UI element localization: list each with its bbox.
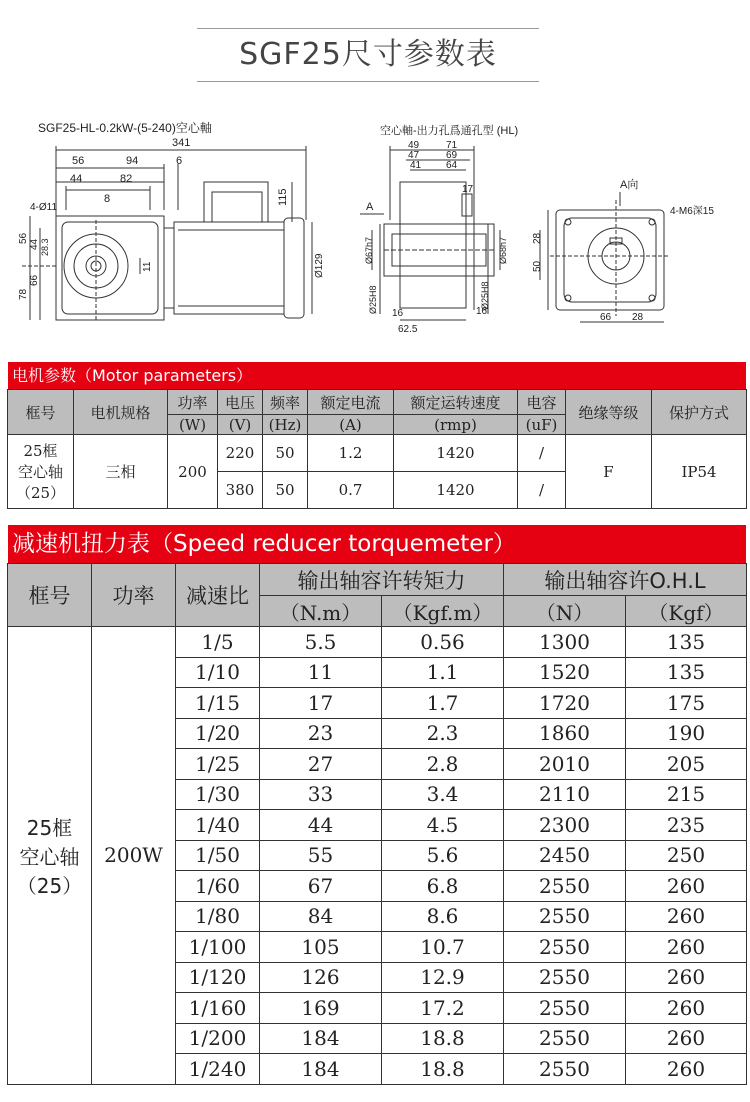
dim-d25h8-left: Ø25H8	[368, 285, 378, 314]
dim-8: 8	[104, 193, 111, 205]
motor-protection: IP54	[652, 435, 747, 509]
reducer-header-torque: 输出轴容许转矩力	[260, 564, 504, 596]
motor-unit-rmp: (rmp)	[394, 415, 518, 435]
dim-56-left: 56	[18, 232, 29, 244]
motor-section-title: 电机参数（Motor parameters）	[8, 362, 746, 389]
torque-kgfm: 6.8	[382, 871, 504, 902]
torque-kgfm: 17.2	[382, 993, 504, 1024]
dim-17: 17	[462, 184, 474, 195]
dim-50: 50	[532, 260, 543, 272]
reduction-ratio: 1/60	[176, 871, 260, 902]
motor-power: 200	[168, 435, 218, 509]
torque-nm: 33	[260, 779, 382, 810]
ohl-n: 2550	[504, 901, 626, 932]
reduction-ratio: 1/100	[176, 932, 260, 963]
dim-16-right: 16	[476, 306, 488, 317]
reducer-header-ohl: 输出轴容许O.H.L	[504, 564, 747, 596]
dim-94: 94	[126, 155, 139, 167]
reduction-ratio: 1/25	[176, 749, 260, 780]
ohl-n: 1720	[504, 688, 626, 719]
reducer-frame-cell	[8, 627, 92, 1085]
reduction-ratio: 1/10	[176, 657, 260, 688]
motor-speed: 1420	[394, 435, 518, 472]
motor-header-power: 功率	[168, 390, 218, 415]
torque-kgfm: 2.8	[382, 749, 504, 780]
dim-66: 66	[29, 274, 40, 286]
reducer-unit-n: （N）	[504, 596, 626, 627]
motor-header-protection: 保护方式	[652, 390, 747, 435]
motor-frame-cell	[8, 435, 74, 509]
motor-side-view	[22, 146, 312, 322]
dim-56-top: 56	[72, 155, 85, 167]
dim-d25h8-right: Ø25H8	[480, 281, 490, 310]
title-box	[197, 28, 539, 82]
ohl-n: 1860	[504, 718, 626, 749]
reducer-header-ratio: 减速比	[176, 564, 260, 627]
reducer-header-power: 功率	[92, 564, 176, 627]
motor-frame-line3: （25）	[15, 484, 66, 502]
label-A: A	[366, 201, 374, 213]
torque-kgfm: 10.7	[382, 932, 504, 963]
reducer-frame-line1: 25框	[26, 815, 73, 840]
torque-nm: 11	[260, 657, 382, 688]
ohl-kgf: 175	[626, 688, 747, 719]
motor-unit-v: (V)	[218, 415, 263, 435]
ohl-n: 2550	[504, 962, 626, 993]
ohl-kgf: 260	[626, 901, 747, 932]
ohl-n: 1520	[504, 657, 626, 688]
dim-341: 341	[172, 137, 191, 149]
dim-d129: Ø129	[314, 253, 325, 278]
torque-nm: 84	[260, 901, 382, 932]
right-drawing-title: A向	[620, 179, 639, 191]
motor-unit-a: (A)	[308, 415, 394, 435]
reduction-ratio: 1/200	[176, 1023, 260, 1054]
dim-64: 64	[446, 160, 458, 171]
motor-header-insulation: 绝缘等级	[566, 390, 652, 435]
reducer-unit-kgfm: （Kgf.m）	[382, 596, 504, 627]
dim-115: 115	[277, 188, 289, 206]
torque-kgfm: 18.8	[382, 1054, 504, 1085]
ohl-n: 2550	[504, 993, 626, 1024]
reducer-power: 200W	[92, 627, 176, 1085]
dim-47: 47	[408, 150, 420, 161]
ohl-kgf: 260	[626, 1023, 747, 1054]
motor-insulation: F	[566, 435, 652, 509]
motor-header-spec: 电机规格	[74, 390, 168, 435]
motor-current: 0.7	[308, 472, 394, 509]
ohl-kgf: 260	[626, 993, 747, 1024]
dim-44-left: 44	[29, 238, 40, 250]
ohl-kgf: 205	[626, 749, 747, 780]
torque-nm: 44	[260, 810, 382, 841]
motor-frequency: 50	[263, 435, 308, 472]
torque-kgfm: 1.1	[382, 657, 504, 688]
ohl-kgf: 190	[626, 718, 747, 749]
torque-kgfm: 1.7	[382, 688, 504, 719]
reduction-ratio: 1/5	[176, 627, 260, 658]
torque-kgfm: 8.6	[382, 901, 504, 932]
dim-28-right: 28	[532, 232, 543, 244]
torque-kgfm: 2.3	[382, 718, 504, 749]
dim-28-bottom: 28	[632, 312, 644, 323]
reducer-table-body	[8, 627, 747, 1085]
dim-28-3: 28.3	[40, 238, 50, 256]
dim-4-d11: 4-Ø11	[30, 202, 58, 213]
torque-kgfm: 0.56	[382, 627, 504, 658]
dim-71: 71	[446, 140, 458, 151]
motor-unit-w: (W)	[168, 415, 218, 435]
motor-frame-line1: 25框	[23, 442, 58, 460]
dim-4-m6: 4-M6深15	[670, 206, 714, 217]
motor-voltage: 380	[218, 472, 263, 509]
dim-16-left: 16	[392, 308, 404, 319]
dim-82: 82	[120, 173, 133, 185]
reduction-ratio: 1/15	[176, 688, 260, 719]
flange-view-a	[540, 192, 670, 322]
torque-kgfm: 5.6	[382, 840, 504, 871]
motor-header-frequency: 频率	[263, 390, 308, 415]
ohl-n: 2550	[504, 1054, 626, 1085]
torque-nm: 17	[260, 688, 382, 719]
dim-44-top: 44	[70, 173, 83, 185]
ohl-n: 1300	[504, 627, 626, 658]
torque-nm: 27	[260, 749, 382, 780]
dim-11: 11	[142, 261, 153, 272]
torque-nm: 105	[260, 932, 382, 963]
motor-spec: 三相	[74, 435, 168, 509]
dim-6: 6	[176, 155, 183, 167]
ohl-kgf: 235	[626, 810, 747, 841]
motor-header-frame: 框号	[8, 390, 74, 435]
motor-header-voltage: 电压	[218, 390, 263, 415]
ohl-n: 2300	[504, 810, 626, 841]
reduction-ratio: 1/20	[176, 718, 260, 749]
torque-nm: 67	[260, 871, 382, 902]
torque-nm: 126	[260, 962, 382, 993]
motor-capacitor: /	[518, 472, 566, 509]
torque-kgfm: 12.9	[382, 962, 504, 993]
ohl-n: 2110	[504, 779, 626, 810]
dimension-drawing	[0, 110, 750, 350]
dim-49: 49	[408, 140, 420, 151]
reducer-frame-line3: （25）	[16, 873, 83, 898]
dim-62-5: 62.5	[398, 324, 418, 335]
reducer-unit-kgf: （Kgf）	[626, 596, 747, 627]
reduction-ratio: 1/80	[176, 901, 260, 932]
torque-nm: 184	[260, 1054, 382, 1085]
dim-d68h7: Ø68h7	[498, 236, 508, 264]
torque-kgfm: 3.4	[382, 779, 504, 810]
ohl-n: 2550	[504, 1023, 626, 1054]
motor-voltage: 220	[218, 435, 263, 472]
ohl-n: 2010	[504, 749, 626, 780]
motor-capacitor: /	[518, 435, 566, 472]
motor-header-capacitor: 电容	[518, 390, 566, 415]
torque-nm: 169	[260, 993, 382, 1024]
reduction-ratio: 1/160	[176, 993, 260, 1024]
table-row	[8, 627, 747, 658]
ohl-kgf: 135	[626, 657, 747, 688]
motor-current: 1.2	[308, 435, 394, 472]
motor-frequency: 50	[263, 472, 308, 509]
reducer-header-frame: 框号	[8, 564, 92, 627]
left-drawing-title: SGF25-HL-0.2kW-(5-240)空心軸	[38, 121, 212, 135]
ohl-n: 2550	[504, 871, 626, 902]
torque-kgfm: 4.5	[382, 810, 504, 841]
dim-78: 78	[18, 288, 29, 300]
reduction-ratio: 1/30	[176, 779, 260, 810]
hollow-shaft-section	[360, 146, 500, 320]
reducer-torque-table	[7, 563, 747, 1085]
dim-d67h7: Ø67h7	[364, 236, 374, 264]
reduction-ratio: 1/40	[176, 810, 260, 841]
reducer-section-title: 减速机扭力表（Speed reducer torquemeter）	[8, 525, 746, 563]
motor-parameters-table	[7, 389, 747, 509]
motor-unit-uf: (uF)	[518, 415, 566, 435]
motor-header-speed: 额定运转速度	[394, 390, 518, 415]
motor-unit-hz: (Hz)	[263, 415, 308, 435]
dim-69: 69	[446, 150, 458, 161]
reducer-frame-line2: 空心轴	[19, 844, 80, 869]
ohl-kgf: 260	[626, 932, 747, 963]
ohl-kgf: 215	[626, 779, 747, 810]
torque-nm: 23	[260, 718, 382, 749]
reduction-ratio: 1/240	[176, 1054, 260, 1085]
ohl-kgf: 260	[626, 871, 747, 902]
page-title: SGF25尺寸参数表	[239, 37, 497, 72]
motor-frame-line2: 空心轴	[17, 463, 63, 481]
torque-nm: 5.5	[260, 627, 382, 658]
ohl-n: 2550	[504, 932, 626, 963]
ohl-kgf: 260	[626, 1054, 747, 1085]
torque-nm: 184	[260, 1023, 382, 1054]
torque-nm: 55	[260, 840, 382, 871]
reduction-ratio: 1/50	[176, 840, 260, 871]
dim-41: 41	[410, 160, 422, 171]
reduction-ratio: 1/120	[176, 962, 260, 993]
ohl-n: 2450	[504, 840, 626, 871]
ohl-kgf: 135	[626, 627, 747, 658]
motor-speed: 1420	[394, 472, 518, 509]
middle-drawing-title: 空心軸-出力孔爲通孔型 (HL)	[380, 125, 519, 137]
motor-header-current: 额定电流	[308, 390, 394, 415]
torque-kgfm: 18.8	[382, 1023, 504, 1054]
reducer-unit-nm: （N.m）	[260, 596, 382, 627]
ohl-kgf: 260	[626, 962, 747, 993]
dim-66-right: 66	[600, 312, 612, 323]
ohl-kgf: 250	[626, 840, 747, 871]
